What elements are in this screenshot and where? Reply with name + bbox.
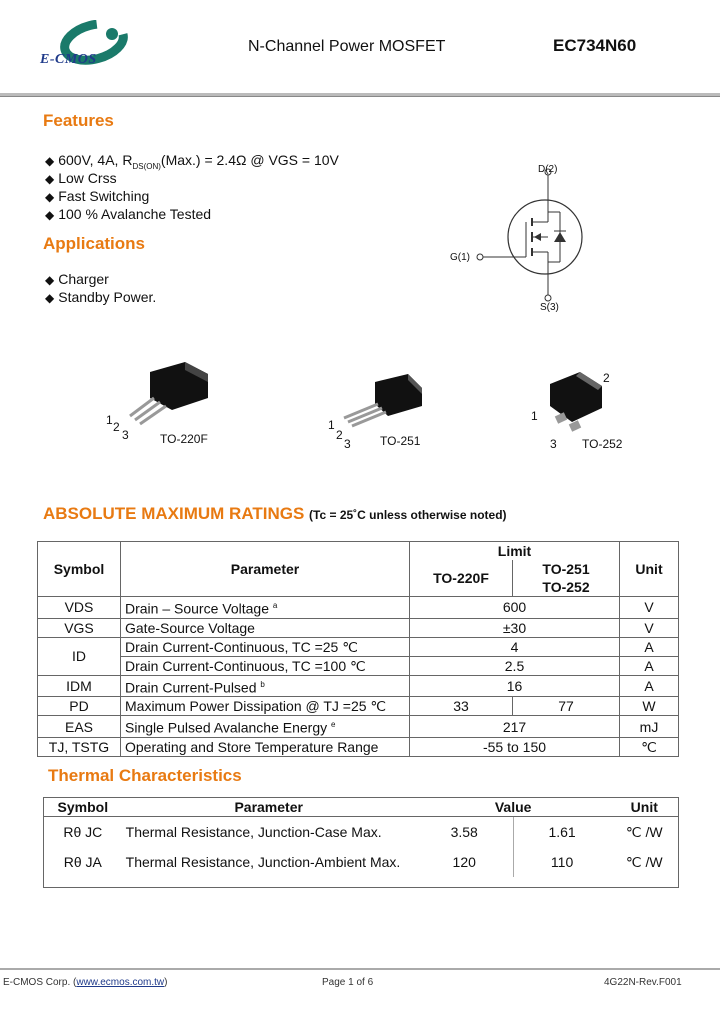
cell-parameter: Drain Current-Pulsed $^b$	[121, 675, 410, 697]
table-row	[38, 697, 679, 716]
feature-item: ◆ 600V, 4A, $R_{DS(ON)}(Max.) = 2.4\Omega$ @ VGS = 10V	[45, 152, 339, 171]
thermal-table	[43, 797, 679, 888]
cell-value: 16	[410, 675, 620, 697]
cell-parameter: Drain – Source Voltage $^a$	[121, 597, 410, 619]
ratings-title: ABSOLUTE MAXIMUM RATINGS (Tc = 25˚C unless otherwise noted)	[43, 504, 507, 523]
header-unit: Unit	[611, 798, 679, 817]
cell-value: 600	[410, 597, 620, 619]
header-limit: Limit	[410, 542, 620, 561]
table-row	[38, 597, 679, 619]
cell-value: 4	[410, 637, 620, 656]
pin-3: 3	[550, 437, 557, 451]
cell-parameter: Maximum Power Dissipation @ TJ =25 ℃	[121, 697, 410, 716]
header-parameter: Parameter	[122, 798, 416, 817]
package-to220f-label: TO-220F	[160, 432, 208, 446]
header-divider	[0, 93, 720, 97]
cell-symbol: IDM	[38, 675, 121, 697]
pin-1: 1	[531, 409, 538, 423]
drain-label: D(2)	[538, 164, 558, 175]
table-row	[38, 618, 679, 637]
applications-title: Applications	[43, 234, 146, 253]
pin-1: 1	[328, 418, 335, 432]
feature-item: ◆ 100 % Avalanche Tested	[45, 206, 212, 222]
pin-2: 2	[113, 420, 120, 434]
cell-symbol: PD	[38, 697, 121, 716]
package-to251-icon	[330, 370, 430, 440]
cell-value-to220f: 33	[410, 697, 513, 716]
pin-1: 1	[106, 413, 113, 427]
cell-value: 2.5	[410, 656, 620, 675]
cell-value: 217	[410, 716, 620, 738]
feature-item: ◆ Low Crss	[45, 170, 117, 186]
cell-parameter: Operating and Store Temperature Range	[121, 737, 410, 756]
cell-value-2: 110	[550, 854, 574, 870]
cell-unit: W	[620, 697, 679, 716]
cell-symbol: TJ, TSTG	[38, 737, 121, 756]
application-item: ◆ Charger	[45, 271, 109, 287]
cell-unit: V	[620, 597, 679, 619]
table-row	[38, 542, 679, 561]
gate-label: G(1)	[450, 252, 470, 263]
source-label: S(3)	[540, 302, 559, 313]
footer-revision: 4G22N-Rev.F001	[604, 977, 682, 988]
table-row	[38, 656, 679, 675]
application-item: ◆ Standby Power.	[45, 289, 157, 305]
cell-unit: ℃	[620, 737, 679, 756]
table-row	[38, 637, 679, 656]
cell-parameter: Thermal Resistance, Junction-Ambient Max.	[125, 854, 401, 870]
mosfet-schematic	[440, 160, 600, 320]
thermal-title: Thermal Characteristics	[48, 766, 242, 785]
table-row	[44, 798, 679, 817]
cell-unit: A	[620, 637, 679, 656]
footer-divider	[0, 968, 720, 970]
cell-symbol: Rθ JC	[63, 824, 103, 840]
pin-2: 2	[603, 371, 610, 385]
cell-parameter: Gate-Source Voltage	[121, 618, 410, 637]
cell-value-2: 1.61	[548, 824, 576, 840]
package-to251-label: TO-251	[380, 434, 421, 448]
cell-symbol: Rθ JA	[63, 854, 102, 870]
cell-parameter: Drain Current-Continuous, TC =25 ℃	[121, 637, 410, 656]
cell-symbol: ID	[38, 637, 121, 675]
table-row	[44, 817, 679, 848]
header-to220f: TO-220F	[410, 560, 513, 597]
footer-company: E-CMOS Corp. (www.ecmos.com.tw)	[3, 977, 168, 988]
feature-item: ◆ Fast Switching	[45, 188, 150, 204]
cell-value-1: 120	[416, 847, 513, 877]
header-symbol: Symbol	[38, 542, 121, 597]
cell-value-to251: 77	[513, 697, 620, 716]
doc-title: N-Channel Power MOSFET	[248, 38, 446, 55]
table-row	[38, 675, 679, 697]
cell-unit: A	[620, 675, 679, 697]
ratings-subtitle: (Tc = 25˚C unless otherwise noted)	[309, 508, 507, 522]
pin-3: 3	[122, 428, 129, 442]
table-row	[38, 716, 679, 738]
footer-page: Page 1 of 6	[322, 977, 374, 988]
ratings-table	[37, 541, 679, 757]
cell-value: -55 to 150	[410, 737, 620, 756]
cell-unit: mJ	[620, 716, 679, 738]
cell-unit: ℃ /W	[625, 854, 663, 870]
cell-symbol: EAS	[38, 716, 121, 738]
package-to252-label: TO-252	[582, 437, 623, 451]
logo-text: E-CMOS	[40, 52, 97, 67]
header-symbol: Symbol	[44, 798, 122, 817]
header-parameter: Parameter	[121, 542, 410, 597]
cell-value: ±30	[410, 618, 620, 637]
pin-2: 2	[336, 428, 343, 442]
table-row	[44, 847, 679, 877]
cell-unit: ℃ /W	[625, 824, 663, 840]
table-row	[38, 737, 679, 756]
cell-value-1: 3.58	[416, 817, 513, 848]
cell-unit: A	[620, 656, 679, 675]
cell-unit: V	[620, 618, 679, 637]
footer-url-link[interactable]: www.ecmos.com.tw	[76, 977, 165, 988]
cell-symbol: VGS	[38, 618, 121, 637]
header-unit: Unit	[620, 542, 679, 597]
part-number: EC734N60	[553, 36, 637, 55]
header-value: Value	[416, 798, 611, 817]
cell-parameter: Drain Current-Continuous, TC =100 ℃	[121, 656, 410, 675]
cell-parameter: Single Pulsed Avalanche Energy $^e$	[121, 716, 410, 738]
features-title: Features	[43, 111, 114, 130]
cell-symbol: VDS	[38, 597, 121, 619]
header-to251-252: TO-251 TO-252	[513, 560, 620, 597]
pin-3: 3	[344, 437, 351, 451]
cell-parameter: Thermal Resistance, Junction-Case Max.	[125, 824, 382, 840]
